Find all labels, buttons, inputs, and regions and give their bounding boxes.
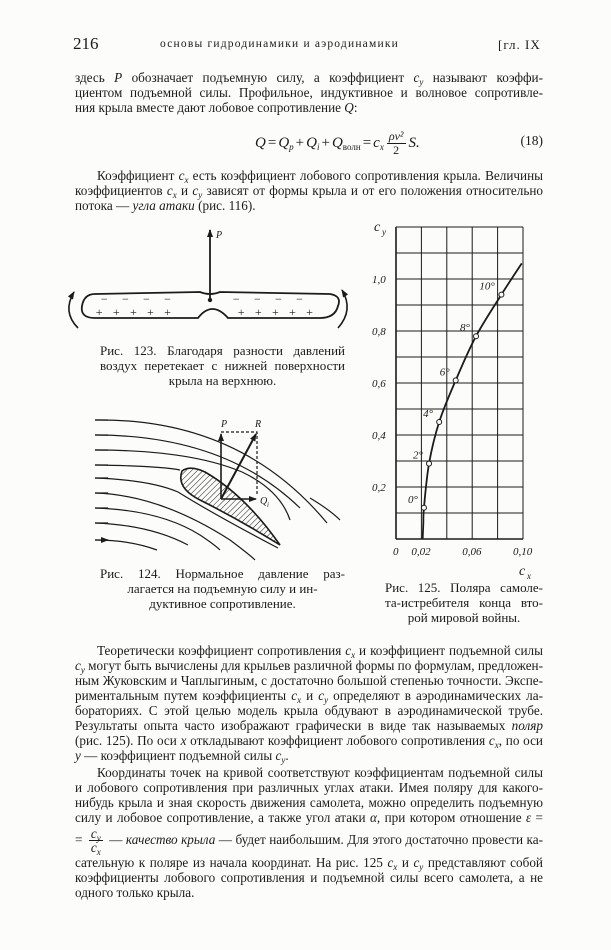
plus-signs: + + + + + [237, 305, 317, 319]
caption-line: та-истребителя конца вто- [385, 595, 543, 610]
data-point [437, 420, 442, 425]
eq-subscript: i [316, 141, 320, 152]
text-line: (рис. 125). По оси x откладывают коэффициент лобового сопротивления $c_x$, по оси [75, 733, 543, 750]
paragraph-4 [75, 765, 543, 900]
text-line: циентом подъемной силы. Профильное, индуктивное и волновое сопротивле- [75, 85, 543, 100]
text-line: ным Жуковским и Чаплыгиным, с достаточно большой степенью точности. Экспе- [75, 673, 543, 688]
y-tick-label: 0,8 [372, 326, 386, 338]
eq-denominator: 2 [393, 143, 400, 157]
caption-line: Рис. 124. Нормальное давление раз- [100, 566, 345, 581]
caption-line: воздух перетекает с нижней поверхности [100, 358, 345, 373]
x-tick-label: 0,10 [513, 546, 533, 558]
text-line: и лобового сопротивления при различных углах атаки. Имея поляру для какого- [75, 780, 543, 795]
eq-subscript: x [379, 141, 384, 152]
caption-line: рой мировой войны. [407, 610, 521, 625]
text-line: Коэффициент $c_x$ есть коэффициент лобового сопротивления крыла. Величины [97, 168, 543, 185]
label-r: R [255, 419, 262, 430]
page-number: 216 [73, 34, 99, 53]
chapter-label: [гл. IX [498, 37, 541, 52]
text-line: нибудь крыла и зная скорость движения самолета, можно определить подъемную [75, 795, 543, 810]
text-line: силу и лобовое сопротивление, а также угол атаки α, при котором отношение ε = [75, 810, 543, 825]
eq-symbol: S. [408, 134, 420, 151]
text-line: Теоретически коэффициент сопротивления $c_x$ и коэффициент подъемной силы [97, 643, 543, 660]
eq-subscript: волн [342, 141, 361, 152]
caption-line: дуктивное сопротивление. [149, 596, 296, 611]
text-line: ния крыла вместе дают лобовое сопротивление Q: [75, 100, 358, 115]
x-axis-label-subscript: x [527, 571, 531, 581]
x-tick-label: 0,02 [411, 546, 431, 558]
text-line: здесь P обозначает подъемную силу, а коэффициент $c_y$ называют коэффи- [75, 70, 543, 87]
caption-line: Рис. 123. Благодаря разности давлений [100, 343, 345, 358]
x-tick-label: 0 [393, 546, 399, 558]
text-line: Результаты опыта часто изображают графически в виде так называемых поляр [75, 718, 543, 733]
data-point [421, 505, 426, 510]
label-q: Q [260, 496, 268, 507]
eq-operator: + [321, 134, 330, 151]
eq-symbol: Q [278, 134, 290, 151]
data-point [427, 461, 432, 466]
eq-symbol: c [373, 134, 380, 151]
eq-operator: = [362, 134, 372, 151]
data-point [453, 378, 458, 383]
label-p: P [216, 230, 223, 241]
y-axis-label-subscript: y [382, 227, 386, 237]
text-line: = $\frac{c_y}{c_x}$ — качество крыла — будет наибольшим. Для этого достаточно провести ка- [75, 826, 543, 858]
angle-label: 6° [439, 366, 450, 379]
equation-number: (18) [520, 133, 543, 148]
y-tick-label: 1,0 [372, 274, 386, 286]
eq-operator: + [295, 134, 305, 151]
text-line: $c_y$ могут быть вычислены для крыльев различной формы по формулам, предложен- [75, 658, 543, 675]
angle-label: 10° [479, 280, 495, 293]
data-point [474, 334, 479, 339]
eq-subscript: p [289, 141, 294, 152]
text-line: потока — угла атаки (рис. 116). [75, 198, 256, 213]
text-line: риментальным путем коэффициенты $c_x$ и $c_y$ определяют в аэродинамических ла- [75, 688, 543, 705]
running-title: основы гидродинамики и аэродинамики [160, 38, 399, 50]
data-point [499, 292, 504, 297]
text-line: Координаты точек на кривой соответствуют коэффициентам подъемной силы [97, 765, 543, 780]
label-q-subscript: i [267, 501, 269, 509]
angle-label: 2° [413, 449, 423, 462]
caption-line: лагается на подъемную силу и ин- [127, 581, 318, 596]
y-tick-label: 0,6 [372, 378, 386, 390]
x-tick-label: 0,06 [462, 546, 482, 558]
text-line: y — коэффициент подъемной силы $c_y$. [75, 748, 289, 765]
eq-operator: = [267, 134, 277, 151]
text-line: коэффициенты лобового сопротивления и подъемной силы всего самолета, а не [75, 870, 543, 885]
label-p: P [221, 419, 228, 430]
paragraph-3 [75, 643, 543, 763]
eq-symbol: Q [306, 134, 317, 151]
angle-label: 8° [460, 322, 470, 335]
text-line: коэффициентов $c_x$ и $c_y$ зависят от формы крыла и от его положения относительно [75, 183, 543, 200]
angle-label: 4° [423, 408, 434, 420]
x-axis-label: c [519, 564, 526, 579]
minus-signs: − − − − [100, 292, 177, 306]
plus-signs: + + + + + [95, 305, 175, 319]
minus-signs: − − − − [232, 292, 309, 306]
angle-label: 0° [407, 493, 418, 506]
caption-line: Рис. 125. Поляра самоле- [385, 580, 543, 595]
caption-line: крыла на верхнюю. [168, 373, 277, 388]
eq-numerator: ρv² [388, 129, 404, 143]
y-tick-label: 0,2 [372, 482, 386, 494]
text-line: сательную к поляре из начала координат. На рис. 125 $c_x$ и $c_y$ представляют собой [75, 855, 543, 872]
y-tick-label: 0,4 [372, 430, 386, 442]
eq-symbol: Q [331, 134, 343, 151]
text-line: бораториях. С этой целью модель крыла обдувают в аэродинамической трубе. [75, 703, 543, 718]
y-axis-label: c [374, 220, 381, 235]
text-line: одного только крыла. [75, 885, 195, 900]
eq-symbol: Q [255, 134, 266, 151]
